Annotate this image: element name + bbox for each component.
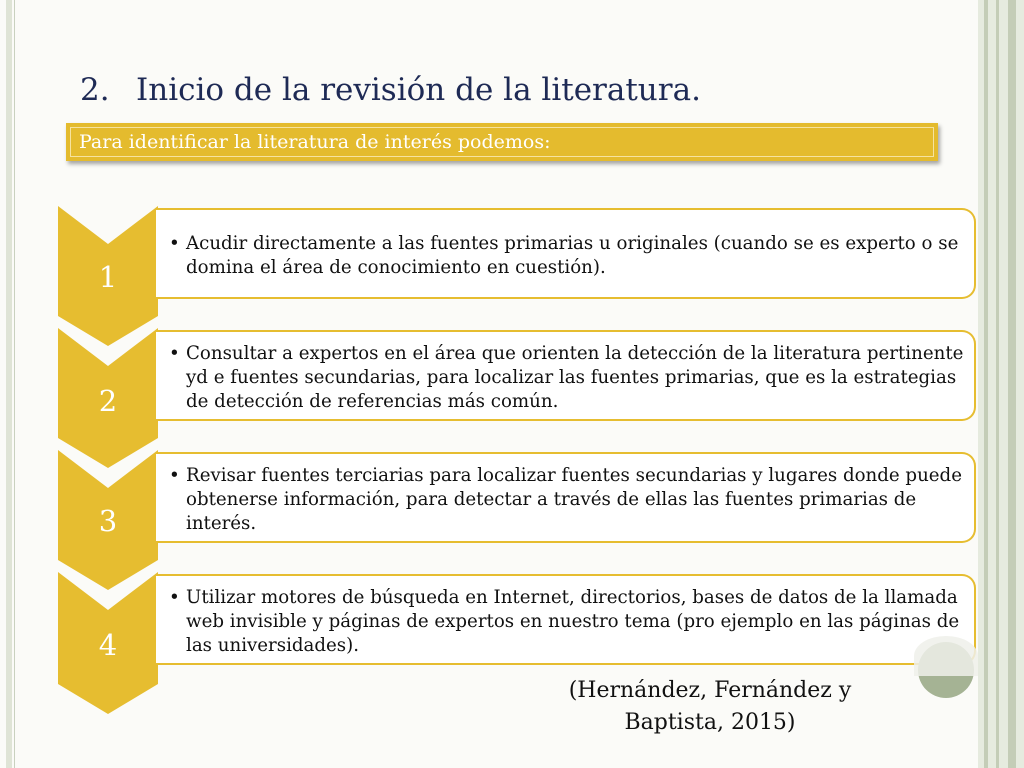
step-number-4: 4	[98, 628, 118, 662]
title-number: 2.	[80, 72, 110, 108]
step-card-1	[156, 208, 976, 299]
page-title	[80, 72, 701, 108]
right-frame	[978, 0, 1024, 768]
step-chevron-4	[58, 572, 158, 714]
step-text-4: Utilizar motores de búsqueda en Internet, directorios, bases de datos de la llamada web invisible y páginas de expertos en nuestro tema (pro ejemplo en las páginas de las universidades).	[186, 587, 960, 656]
right-frame-stripe	[1008, 0, 1016, 768]
step-text-1: Acudir directamente a las fuentes primarias u originales (cuando se es experto o se domina el área de conocimiento en cuestión).	[186, 233, 959, 278]
step-chevron-3	[58, 450, 158, 590]
citation-line-2: Baptista, 2015)	[624, 710, 796, 735]
step-chevron-1	[58, 206, 158, 346]
step-number-1: 1	[98, 260, 118, 294]
left-frame-stripe	[6, 0, 12, 768]
step-text-3: Revisar fuentes terciarias para localizar fuentes secundarias y lugares donde puede obtenerse información, para detectar a través de ellas las fuentes primarias de interés.	[186, 465, 962, 534]
bullet-icon: •	[169, 343, 180, 364]
bullet-icon: •	[169, 587, 180, 608]
step-text-2: Consultar a expertos en el área que orienten la detección de la literatura pertinente yd e fuentes secundarias, para localizar las fuentes primarias, que es la estrategias de detección de referencias más común.	[186, 343, 964, 412]
step-chevron-2	[58, 328, 158, 468]
title-text: Inicio de la revisión de la literatura.	[136, 72, 701, 108]
left-frame-line	[14, 0, 15, 768]
subtitle-text: Para identificar la literatura de interés podemos:	[70, 127, 934, 157]
citation	[540, 675, 880, 739]
list-item	[156, 342, 974, 414]
step-number-2: 2	[98, 384, 118, 418]
list-item	[156, 464, 974, 536]
right-frame-stripe	[996, 0, 999, 768]
subtitle-banner	[66, 123, 938, 161]
decorative-circle-highlight	[914, 636, 978, 676]
citation-line-1: (Hernández, Fernández y	[568, 678, 852, 703]
step-card-4	[156, 574, 976, 665]
step-card-3	[156, 452, 976, 543]
bullet-icon: •	[169, 465, 180, 486]
list-item	[156, 232, 974, 280]
step-number-3: 3	[98, 504, 118, 538]
step-card-2	[156, 330, 976, 421]
right-frame-stripe	[984, 0, 988, 768]
list-item	[156, 586, 974, 658]
bullet-icon: •	[169, 233, 180, 254]
